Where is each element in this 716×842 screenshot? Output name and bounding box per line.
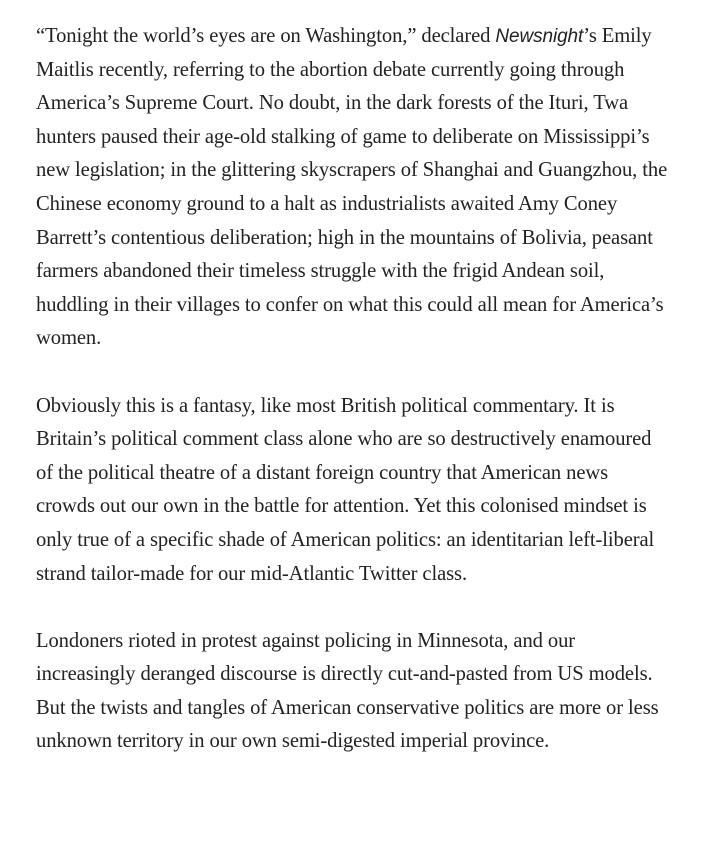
paragraph-1-rest: ’s Emily Maitlis recently, referring to the abortion debate currently going through America’s Supreme Court. No doubt, in the dark forests of the Ituri, Twa hunters paused their age-old stalking of game to deliberate on Mississippi’s new legislation; in the glittering skyscrapers of Shanghai and Guangzhou, the Chinese economy ground to a halt as industrialists awaited Amy Coney Barrett’s contentious deliberation; high in the mountains of Bolivia, peasant farmers abandoned their timeless struggle with the frigid Andean soil, huddling in their villages to confer on what this could all mean for America’s women. [36,25,668,350]
show-title-newsnight: Newsnight [495,26,584,47]
paragraph-1 [36,20,670,356]
paragraph-1-lead: “Tonight the world’s eyes are on Washington,” declared [36,25,496,47]
paragraph-3: Londoners rioted in protest against policing in Minnesota, and our increasingly deranged discourse is directly cut-and-pasted from US models. But the twists and tangles of American conservative politics are more or less unknown territory in our own semi-digested imperial province. [36,629,659,753]
paragraph-2: Obviously this is a fantasy, like most British political commentary. It is Britain’s political comment class alone who are so destructively enamoured of the political theatre of a distant foreign country that American news crowds out our own in the battle for attention. Yet this colonised mindset is only true of a specific shade of American politics: an identitarian left-liberal strand tailor-made for our mid-Atlantic Twitter class. [36,394,655,585]
article-body [36,20,670,793]
